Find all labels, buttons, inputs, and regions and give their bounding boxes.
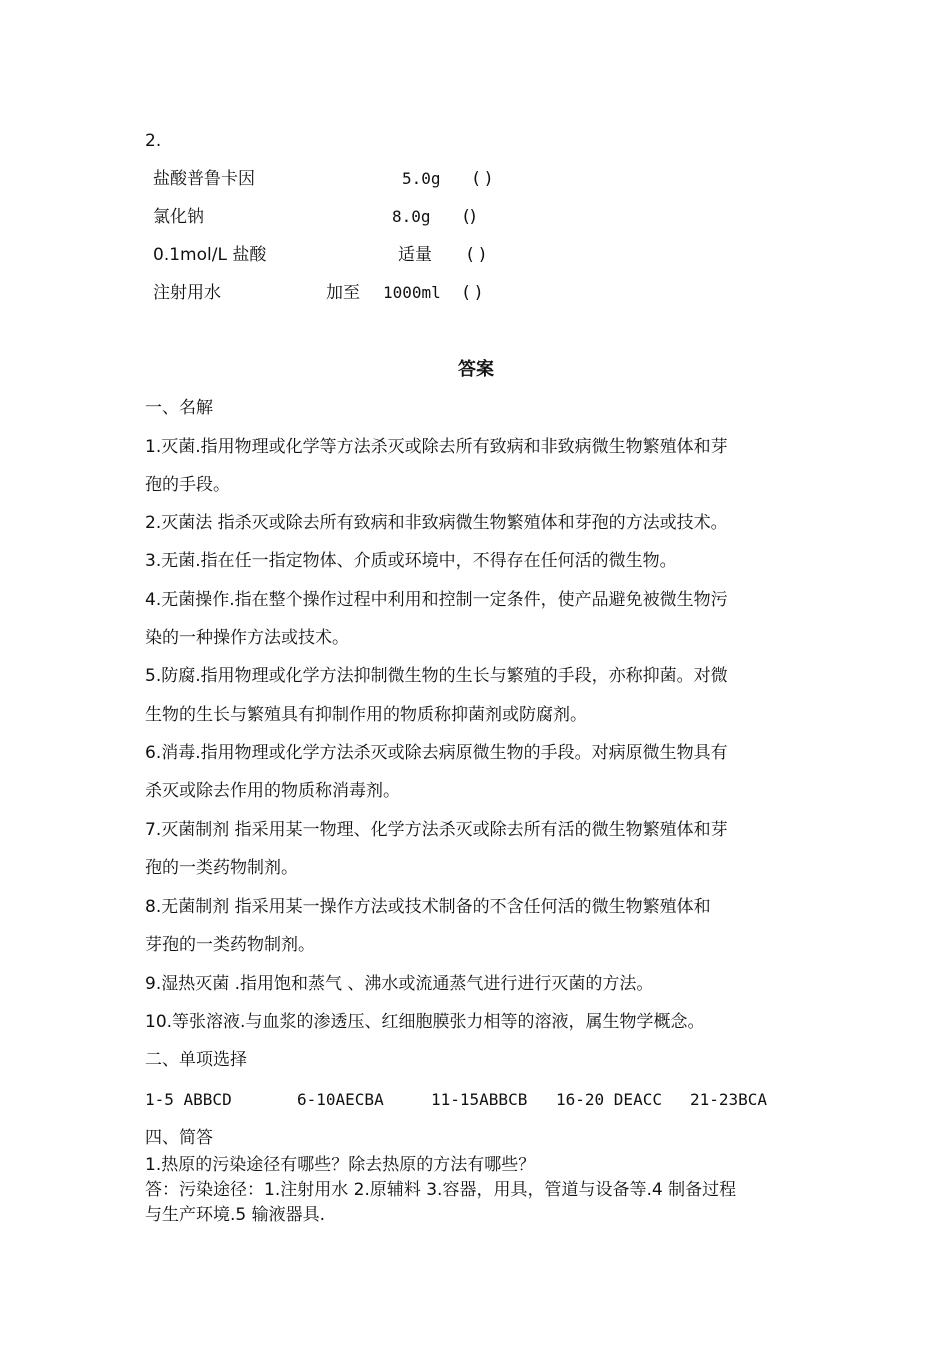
definition-line: 2.灭菌法 指杀灭或除去所有致病和非致病微生物繁殖体和芽孢的方法或技术。	[145, 513, 728, 533]
formula-item-name: 盐酸普鲁卡因	[153, 169, 255, 189]
question-number: 2.	[145, 131, 162, 151]
formula-item-bracket: ()	[463, 207, 477, 227]
definition-line: 10.等张溶液.与血浆的渗透压、红细胞膜张力相等的溶液，属生物学概念。	[145, 1012, 705, 1032]
formula-item-bracket: ( )	[463, 283, 482, 303]
definition-line: 孢的手段。	[145, 475, 230, 495]
definition-line: 4.无菌操作.指在整个操作过程中利用和控制一定条件，使产品避免被微生物污	[145, 590, 728, 610]
section-heading: 一、名解	[145, 398, 213, 418]
definition-line: 3.无菌.指在任一指定物体、介质或环境中，不得存在任何活的微生物。	[145, 551, 677, 571]
choice-answer-group: 1-5 ABBCD	[145, 1090, 232, 1109]
formula-item-amount: 适量	[398, 245, 432, 265]
formula-item-amount: 1000ml	[383, 283, 441, 302]
short-answer-question: 1.热原的污染途径有哪些？除去热原的方法有哪些？	[145, 1155, 536, 1175]
definition-line: 1.灭菌.指用物理或化学等方法杀灭或除去所有致病和非致病微生物繁殖体和芽	[145, 437, 728, 457]
definition-line: 8.无菌制剂 指采用某一操作方法或技术制备的不含任何活的微生物繁殖体和	[145, 897, 711, 917]
definition-line: 芽孢的一类药物制剂。	[145, 935, 315, 955]
formula-item-name: 氯化钠	[153, 207, 204, 227]
choice-answer-group: 6-10AECBA	[297, 1090, 384, 1109]
short-answer-line: 与生产环境.5 输液器具.	[145, 1205, 326, 1225]
formula-item-amount: 8.0g	[392, 207, 431, 226]
definition-line: 5.防腐.指用物理或化学方法抑制微生物的生长与繁殖的手段，亦称抑菌。对微	[145, 666, 728, 686]
short-answer-line: 答：污染途径：1.注射用水 2.原辅料 3.容器，用具，管道与设备等.4 制备过程	[145, 1180, 737, 1200]
definition-line: 染的一种操作方法或技术。	[145, 628, 349, 648]
formula-item-bracket: ( )	[467, 245, 486, 265]
formula-item-amount: 5.0g	[402, 169, 441, 188]
definition-line: 生物的生长与繁殖具有抑制作用的物质称抑菌剂或防腐剂。	[145, 705, 587, 725]
formula-item-name: 注射用水	[153, 283, 221, 303]
formula-item-name: 0.1mol/L 盐酸	[153, 245, 267, 265]
section-heading: 四、简答	[145, 1128, 213, 1148]
choice-answer-group: 11-15ABBCB	[431, 1090, 528, 1109]
formula-item-bracket: ( )	[473, 169, 492, 189]
choice-answer-group: 16-20 DEACC	[556, 1090, 662, 1109]
formula-item-prefix: 加至	[326, 283, 360, 303]
choice-answer-group: 21-23BCA	[690, 1090, 768, 1109]
definition-line: 9.湿热灭菌 .指用饱和蒸气 、沸水或流通蒸气进行进行灭菌的方法。	[145, 974, 654, 994]
definition-line: 6.消毒.指用物理或化学方法杀灭或除去病原微生物的手段。对病原微生物具有	[145, 743, 728, 763]
definition-line: 孢的一类药物制剂。	[145, 858, 298, 878]
definition-line: 杀灭或除去作用的物质称消毒剂。	[145, 781, 400, 801]
definition-line: 7.灭菌制剂 指采用某一物理、化学方法杀灭或除去所有活的微生物繁殖体和芽	[145, 820, 728, 840]
answer-title: 答案	[458, 359, 494, 380]
section-heading: 二、单项选择	[145, 1050, 247, 1070]
